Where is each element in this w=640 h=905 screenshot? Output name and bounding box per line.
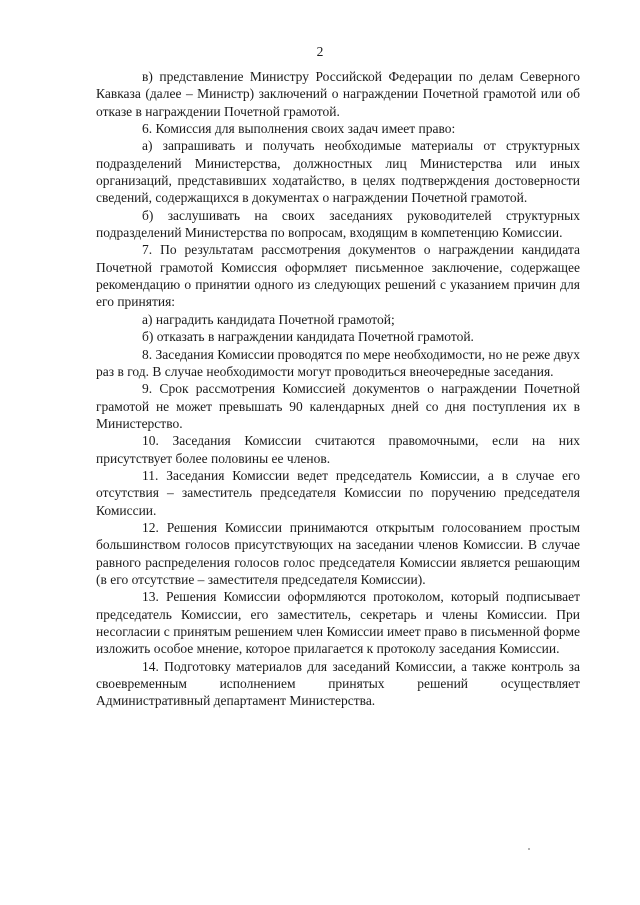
paragraph-7b-refuse: б) отказать в награждении кандидата Почетной грамотой. xyxy=(142,329,474,345)
paragraph-6a-request-materials: а) запрашивать и получать необходимые материалы от структурных подразделений Министерства, должностных лиц Министерства или иных организаций, представивших ходатайство, в целях подтверждения достоверности сведений, содержащихся в документах о награждении Почетной грамотой. xyxy=(96,138,580,206)
scan-speck xyxy=(528,848,530,850)
paragraph-9-review-period: 9. Срок рассмотрения Комиссией документов о награждении Почетной грамотой не может превышать 90 календарных дней со дня поступления их в Министерство. xyxy=(96,381,580,431)
paragraph-14-preparation: 14. Подготовку материалов для заседаний Комиссии, а также контроль за своевременным исполнением принятых решений осуществляет Административный департамент Министерства. xyxy=(96,658,580,709)
page-number: 2 xyxy=(316,44,324,59)
paragraph-13-protocol: 13. Решения Комиссии оформляются протоколом, который подписывает председатель Комиссии, его заместитель, секретарь и члены Комиссии. При несогласии с принятым решением член Комиссии имеет право в письменной форме изложить особое мнение, которое прилагается к протоколу заседания Комиссии. xyxy=(96,589,580,657)
paragraph-7a-award: а) наградить кандидата Почетной грамотой; xyxy=(142,311,395,327)
paragraph-8-meeting-frequency: 8. Заседания Комиссии проводятся по мере необходимости, но не реже двух раз в год. В случае необходимости могут проводиться внеочередные заседания. xyxy=(96,346,580,379)
document-body xyxy=(96,68,580,710)
paragraph-10-quorum: 10. Заседания Комиссии считаются правомочными, если на них присутствует более половины ее членов. xyxy=(96,433,580,466)
paragraph-6-commission-rights: 6. Комиссия для выполнения своих задач имеет право: xyxy=(142,121,456,137)
paragraph-v-submission-to-minister: в) представление Министру Российской Федерации по делам Северного Кавказа (далее – Министр) заключений о награждении Почетной грамотой или об отказе в награждении Почетной грамотой. xyxy=(96,69,580,119)
paragraph-12-voting: 12. Решения Комиссии принимаются открытым голосованием простым большинством голосов присутствующих на заседании членов Комиссии. В случае равного распределения голосов голос председателя Комиссии является решающим (в его отсутствие – заместителя председателя Комиссии). xyxy=(96,519,580,587)
paragraph-11-chairing: 11. Заседания Комиссии ведет председатель Комиссии, а в случае его отсутствия – заместитель председателя Комиссии по поручению председателя Комиссии. xyxy=(96,467,580,518)
paragraph-7-written-conclusion: 7. По результатам рассмотрения документов о награждении кандидата Почетной грамотой Комиссия оформляет письменное заключение, содержащее рекомендацию о принятии одного из следующих решений с указанием причин для его принятия: xyxy=(96,242,580,310)
paragraph-6b-hear-heads: б) заслушивать на своих заседаниях руководителей структурных подразделений Министерства по вопросам, входящим в компетенцию Комиссии. xyxy=(96,207,580,241)
